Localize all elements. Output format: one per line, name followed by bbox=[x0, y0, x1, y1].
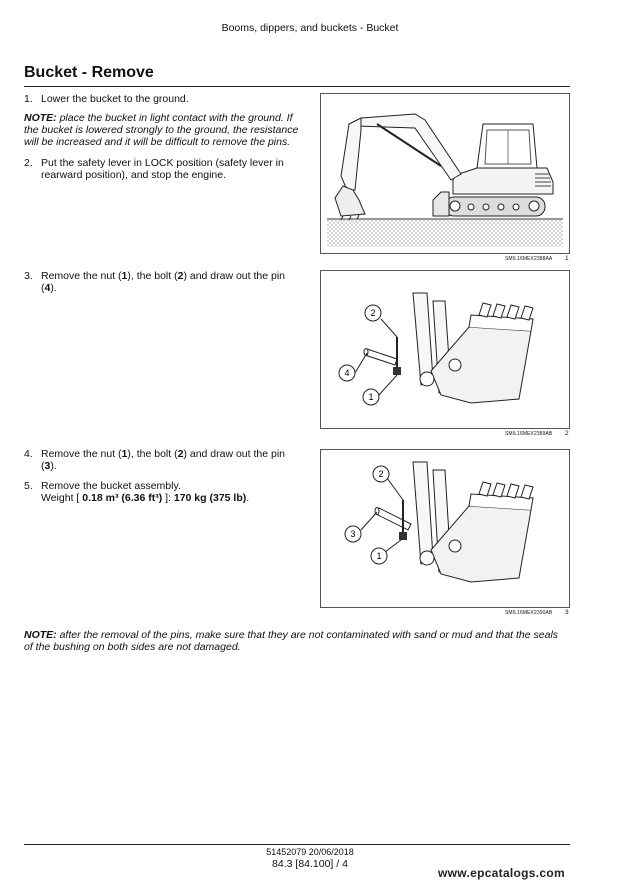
excavator-illustration bbox=[321, 94, 569, 253]
pin-4-illustration bbox=[321, 271, 569, 428]
step-4: 4. Remove the nut (1), the bolt (2) and draw out the pin (3). bbox=[24, 448, 286, 472]
figure-3-pin-removal bbox=[320, 449, 570, 608]
figure-3-caption: SMIL16MEX2390AB bbox=[505, 610, 553, 616]
page-header: Booms, dippers, and buckets - Bucket bbox=[221, 22, 399, 34]
svg-text:3: 3 bbox=[350, 529, 356, 539]
note-label: NOTE: bbox=[24, 112, 57, 124]
note-1: NOTE: place the bucket in light contact with the ground. If the bucket is lowered strongly to the ground, the resistance will be increased and it will be difficult to remove the pins. bbox=[24, 112, 299, 148]
figure-2-pin-removal bbox=[320, 270, 570, 429]
svg-text:2: 2 bbox=[370, 308, 376, 318]
pin-3-illustration bbox=[321, 450, 569, 607]
svg-text:2: 2 bbox=[378, 469, 384, 479]
step-2: 2. Put the safety lever in LOCK position (safety lever in rearward position), and stop the engine. bbox=[24, 157, 284, 181]
page-number: 84.3 [84.100] / 4 bbox=[272, 858, 348, 870]
figure-2-number: 2 bbox=[565, 430, 569, 437]
step-1: 1. Lower the bucket to the ground. bbox=[24, 93, 189, 105]
figure-3-number: 3 bbox=[565, 609, 569, 616]
bucket-mass: 170 kg (375 lb) bbox=[173, 492, 247, 504]
title-divider bbox=[24, 86, 570, 87]
figure-2-caption: SMIL16MEX2389AB bbox=[505, 431, 553, 437]
figure-1-number: 1 bbox=[565, 255, 569, 262]
figure-1-excavator bbox=[320, 93, 570, 254]
note-label: NOTE: bbox=[24, 629, 57, 641]
document-number: 51452079 20/06/2018 bbox=[266, 847, 354, 857]
step-3: 3. Remove the nut (1), the bolt (2) and draw out the pin (4). bbox=[24, 270, 286, 294]
note-2: NOTE: after the removal of the pins, make sure that they are not contaminated with sand or mud and that the seals of the bushing on both sides are not damaged. bbox=[24, 629, 559, 653]
watermark: www.epcatalogs.com bbox=[438, 866, 565, 880]
ground-hatch bbox=[327, 219, 563, 247]
step-5: 5. Remove the bucket assembly. Weight [ 0.18 m³ (6.36 ft³) ]: 170 kg (375 lb). bbox=[24, 480, 250, 504]
section-title: Bucket - Remove bbox=[24, 64, 154, 81]
svg-text:1: 1 bbox=[368, 392, 374, 402]
bucket-volume: 0.18 m³ (6.36 ft³) bbox=[82, 492, 163, 504]
svg-text:4: 4 bbox=[344, 368, 350, 378]
figure-1-caption: SMIL16MEX2388AA bbox=[505, 256, 553, 262]
svg-text:1: 1 bbox=[376, 551, 382, 561]
footer-divider bbox=[24, 844, 570, 845]
